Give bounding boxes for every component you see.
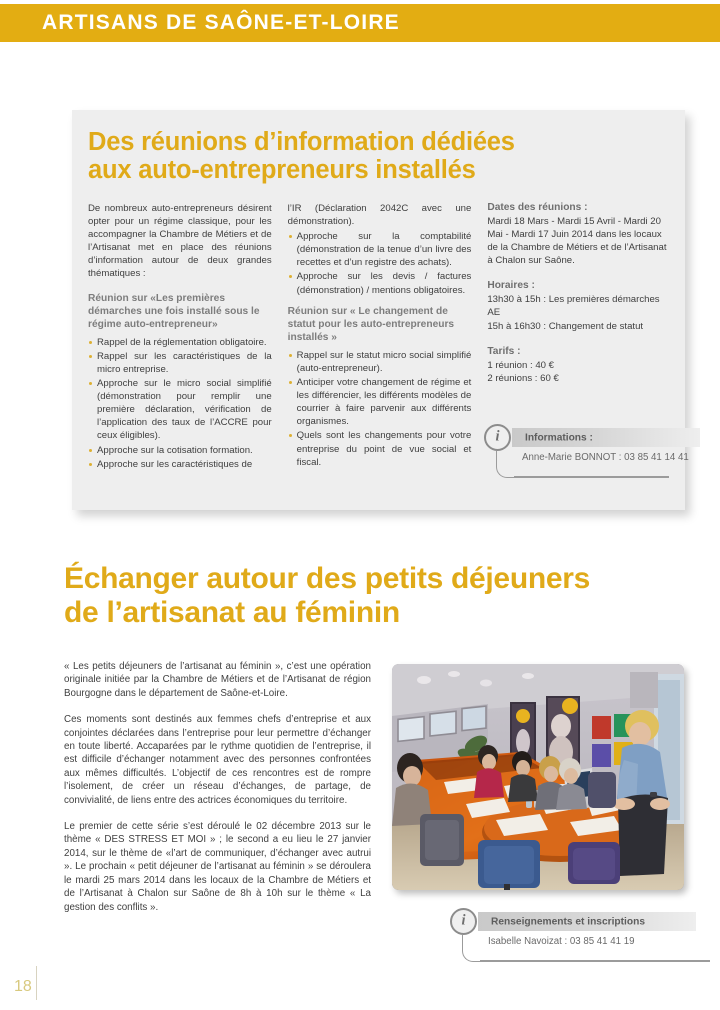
info-underline xyxy=(480,960,710,962)
col1-subheading: Réunion sur «Les premières démarches une fois installé sous le régime auto-entrepreneur» xyxy=(88,292,260,331)
section2-paragraph-3: Le premier de cette série s’est déroulé le 02 décembre 2013 sur le thème « DES STRESS ET MOI » ; le second a eu lieu le 27 janvier 2014, sur le thème de «l’art de communiquer, d’échanger avec autrui ». Le prochain « petit déjeuner de l’artisanat au féminin » se déroulera le mardi 25 mars 2014 dans les locaux de la Chambre de Métiers et de l’Artisanat à Chalon sur Saône de 8h à 10h sur le thème « La gestion des conflits ». xyxy=(64,821,371,913)
dates-heading: Dates des réunions : xyxy=(487,202,588,213)
col1-bullet-list xyxy=(88,336,272,471)
section2-paragraph-2: Ces moments sont destinés aux femmes chefs d’entreprise et aux conjointes déclarées dans l’entreprise pour leur permettre d’échanger en toute liberté. Accaparées par le rythme quotidien de l’entreprise, il est difficile d’échanger notamment avec des personnes confrontées aux mêmes difficultés. L’objectif de ces rencontres est de rompre l’isolement, de créer un réseau d’échanges, de partage, de convivialité, de liens entre des actrices économiques du territoire. xyxy=(64,714,371,806)
list-item: Quels sont les changements pour votre entreprise du point de vue social et fiscal. xyxy=(288,429,472,468)
col2-bullet-list-2 xyxy=(288,349,472,469)
page-header-banner xyxy=(0,4,720,42)
info-icon xyxy=(450,908,477,935)
dates-body: Mardi 18 Mars - Mardi 15 Avril - Mardi 20 Mai - Mardi 17 Juin 2014 dans les locaux de la Chambre de Métiers et de l’Artisanat à Chalon sur Saône. xyxy=(487,216,667,267)
info-icon-glyph: i xyxy=(461,912,466,929)
info-icon xyxy=(484,424,511,451)
schedule-body xyxy=(487,293,673,332)
section2-title-line2: de l’artisanat au féminin xyxy=(64,596,400,629)
panel-title-line2: aux auto-entrepreneurs installés xyxy=(88,156,476,184)
prices-body xyxy=(487,359,673,385)
list-item: Approche sur le micro social simplifié (démonstration pour remplir une première déclaration, vérification de l’application des taux de l’ACCRE pour ceux éligibles). xyxy=(88,377,272,442)
info-label-bar xyxy=(512,428,700,447)
prices-heading: Tarifs : xyxy=(487,345,521,357)
panel-title xyxy=(88,128,668,184)
list-item: Approche sur la cotisation formation. xyxy=(88,444,272,457)
list-item: Rappel de la réglementation obligatoire. xyxy=(88,336,272,349)
list-item: Approche sur la comptabilité (démonstration de la tenue d’un livre des recettes et d’un registre des achats). xyxy=(288,230,472,269)
info-hook-line xyxy=(462,935,481,962)
list-item: Rappel sur le statut micro social simplifié (auto-entrepreneur). xyxy=(288,349,472,375)
info-label-bar xyxy=(478,912,696,931)
section2-paragraph-1: « Les petits déjeuners de l’artisanat au féminin », c’est une opération originale initiée par la Chambre de Métiers et de l’Artisanat de région Bourgogne dans le département de Saône-et-Loire. xyxy=(64,661,371,699)
section2-title xyxy=(64,562,664,630)
price-line-1: 1 réunion : 40 € xyxy=(487,359,555,371)
info-underline xyxy=(514,476,669,478)
section2-body xyxy=(64,660,371,927)
meeting-photo xyxy=(392,664,684,890)
col2-continuation-text: l’IR (Déclaration 2042C avec une démonstration). xyxy=(287,203,472,228)
info-hook-line xyxy=(496,451,515,478)
price-line-2: 2 réunions : 60 € xyxy=(487,372,559,384)
panel-title-line1: Des réunions d’information dédiées xyxy=(88,128,515,156)
list-item: Approche sur les devis / factures (démonstration) / mentions obligatoires. xyxy=(288,270,472,296)
info-icon-glyph: i xyxy=(495,428,500,445)
info-contact-text: Isabelle Navoizat : 03 85 41 41 19 xyxy=(488,936,635,947)
panel-column-2 xyxy=(288,202,472,479)
list-item: Rappel sur les caractéristiques de la micro entreprise. xyxy=(88,350,272,376)
info-contact-text: Anne-Marie BONNOT : 03 85 41 14 41 xyxy=(522,452,689,463)
col2-subheading: Réunion sur « Le changement de statut pour les auto-entrepreneurs installés » xyxy=(287,305,455,344)
meetings-panel xyxy=(72,110,685,510)
panel-column-1 xyxy=(88,202,272,479)
schedule-line-2: 15h à 16h30 : Changement de statut xyxy=(487,320,644,332)
page-number: 18 xyxy=(14,978,32,995)
intro-paragraph: De nombreux auto-entrepreneurs désirent opter pour un régime classique, pour les accompagner la Chambre de Métiers et de l’Artisanat met en place des réunions d’information autour de deux grandes thématiques : xyxy=(88,203,272,280)
list-item: Anticiper votre changement de régime et les différencier, les différents modèles de courrier à faire parvenir aux différents organismes. xyxy=(288,376,472,428)
info-label: Informations : xyxy=(525,432,593,443)
section2-title-line1: Échanger autour des petits déjeuners xyxy=(64,562,591,595)
col2-bullet-list xyxy=(288,230,472,296)
schedule-line-1: 13h30 à 15h : Les premières démarches AE xyxy=(487,294,660,319)
info-label: Renseignements et inscriptions xyxy=(491,916,645,927)
schedule-heading: Horaires : xyxy=(487,280,535,292)
list-item: Approche sur les caractéristiques de xyxy=(88,458,272,471)
page-number-divider xyxy=(36,966,37,1000)
page-header-title: ARTISANS DE SAÔNE-ET-LOIRE xyxy=(42,11,400,34)
meeting-photo-illustration xyxy=(392,664,684,890)
